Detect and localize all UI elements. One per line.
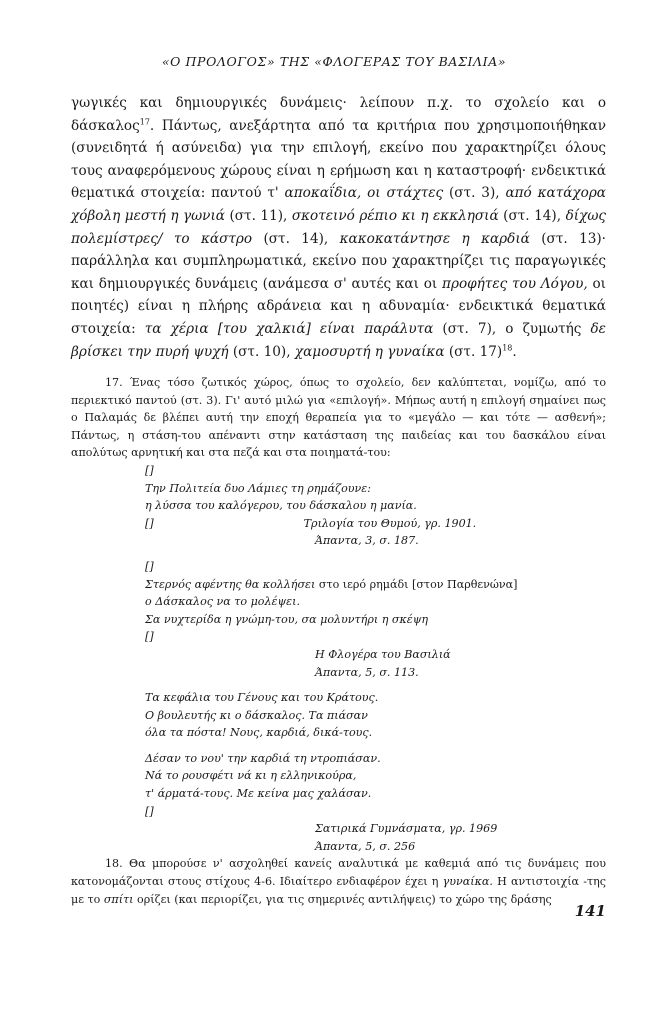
footnotes — [71, 374, 606, 908]
ellipsis-mark: [] — [145, 630, 154, 644]
verse-source: Σατιρικά Γυμνάσματα, γρ. 1969 — [315, 822, 498, 836]
main-text — [71, 92, 606, 363]
verse-source: Άπαντα, 5, σ. 256 — [315, 839, 416, 853]
verse-source: Άπαντα, 5, σ. 113. — [315, 665, 419, 679]
verse-source: Άπαντα, 3, σ. 187. — [315, 534, 419, 548]
ellipsis-mark: [] — [145, 804, 154, 818]
verse-line: ο Δάσκαλος να το μολέψει. — [145, 595, 301, 609]
footnote-ref-17[interactable]: 17 — [139, 117, 150, 127]
verse-line: τ' άρματά-τους. Με κείνα μας χαλάσαν. — [145, 787, 372, 801]
verse-line: Δέσαν το νου' την καρδιά τη ντροπιάσαν. — [145, 751, 381, 765]
verse-line: Ο βουλευτής κι ο δάσκαλος. Τα πιάσαν — [145, 708, 368, 722]
ellipsis-mark: [] — [145, 463, 154, 477]
footnote-ref-18[interactable]: 18 — [502, 343, 513, 352]
ellipsis-mark: [] — [145, 559, 154, 573]
verse-line: Νά το ρουσφέτι νά κι η ελληνικούρα, — [145, 769, 357, 783]
verse-source-row — [145, 515, 606, 533]
page-number: 141 — [574, 902, 606, 920]
footnote-18: 18. Θα μπορούσε ν' ασχοληθεί κανείς αναλυτικά με καθεμιά από τις δυνάμεις που κατονομάζονται στους στίχους 4-6. Ιδιαίτερο ενδιαφέρον έχει η γυναίκα. Η αντιστοιχία -της με το σπίτι ορίζει (και περιορίζει, για τις σημερινές αντιλήψεις) το χώρο της δράσης — [71, 857, 607, 906]
verse-line: η λύσσα του καλόγερου, του δάσκαλου η μανία. — [145, 499, 417, 513]
verse-line: Στερνός αφέντης θα κολλήσει στο ιερό ρημάδι [στον Παρθενώνα] — [145, 577, 518, 591]
verse-line: Τα κεφάλια του Γένους και του Κράτους. — [145, 691, 379, 705]
ellipsis-mark: [] — [145, 516, 154, 530]
verse-source: Τριλογία του Θυμού, γρ. 1901. — [303, 516, 477, 530]
verse-source: Η Φλογέρα του Βασιλιά — [315, 647, 451, 661]
verse-line: Σα νυχτερίδα η γνώμη-του, σα μολυντήρι η σκέψη — [145, 612, 429, 626]
quoted-verse — [145, 462, 606, 855]
footnote-17: 17. Ένας τόσο ζωτικός χώρος, όπως το σχολείο, δεν καλύπτεται, νομίζω, από το περιεκτικό παντού (στ. 3). Γι' αυτό μιλώ για «επιλογή». Μήπως αυτή η επιλογή σημαίνει πως ο Παλαμάς δε βλέπει αυτή την εποχή θεραπεία για το «μεγάλο — και τότε — ασθενή»; Πάντως, η στάση-του απέναντι στην κατάσταση της παιδείας και του δασκάλου είναι απολύτως αρνητική και στα πεζά και στα ποιηματά-του: — [71, 376, 606, 460]
running-header: «Ο ΠΡΟΛΟΓΟΣ» ΤΗΣ «ΦΛΟΓΕΡΑΣ ΤΟΥ ΒΑΣΙΛΙΑ» — [161, 54, 507, 69]
main-paragraph: γωγικές και δημιουργικές δυνάμεις· λείπουν π.χ. το σχολείο και ο δάσκαλος$^{17}$. Πάντως, ανεξάρτητα από τα κριτήρια που χρησιμοποιήθηκαν (συνειδητά ή ασύνειδα) για την επιλογή, εκείνο που χαρακτηρίζει όλους τους αναφερόμενους χώρους είναι η ερήμωση και η καταστροφή· ενδεικτικά θεματικά στοιχεία: παντού τ' αποκαΐδια, οι στάχτες (στ. 3), από κατάχορα χόβολη μεστή η γωνιά (στ. 11), σκοτεινό ρέπιο κι η εκκλησιά (στ. 14), δίχως πολεμίστρες/ το κάστρο (στ. 14), κακοκατάντησε η καρδιά (στ. 13)· παράλληλα και συμπληρωματικά, εκείνο που χαρακτηρίζει τις παραγωγικές και δημιουργικές δυνάμεις (ανάμεσα σ' αυτές και οι προφήτες του Λόγου, οι ποιητές) είναι η πλήρης αδράνεια και η αδυναμία· ενδεικτικά θεματικά στοιχεία: τα χέρια [του χαλκιά] είναι παράλυτα (στ. 7), ο ζυμωτής δε βρίσκει την πυρή ψυχή (στ. 10), χαμοσυρτή η γυναίκα (στ. 17)$^{18}$. — [71, 95, 607, 360]
verse-line: όλα τα πόστα! Νους, καρδιά, δικά-τους. — [145, 726, 373, 740]
verse-line: Την Πολιτεία δυο Λάμιες τη ρημάζουνε: — [145, 481, 371, 495]
